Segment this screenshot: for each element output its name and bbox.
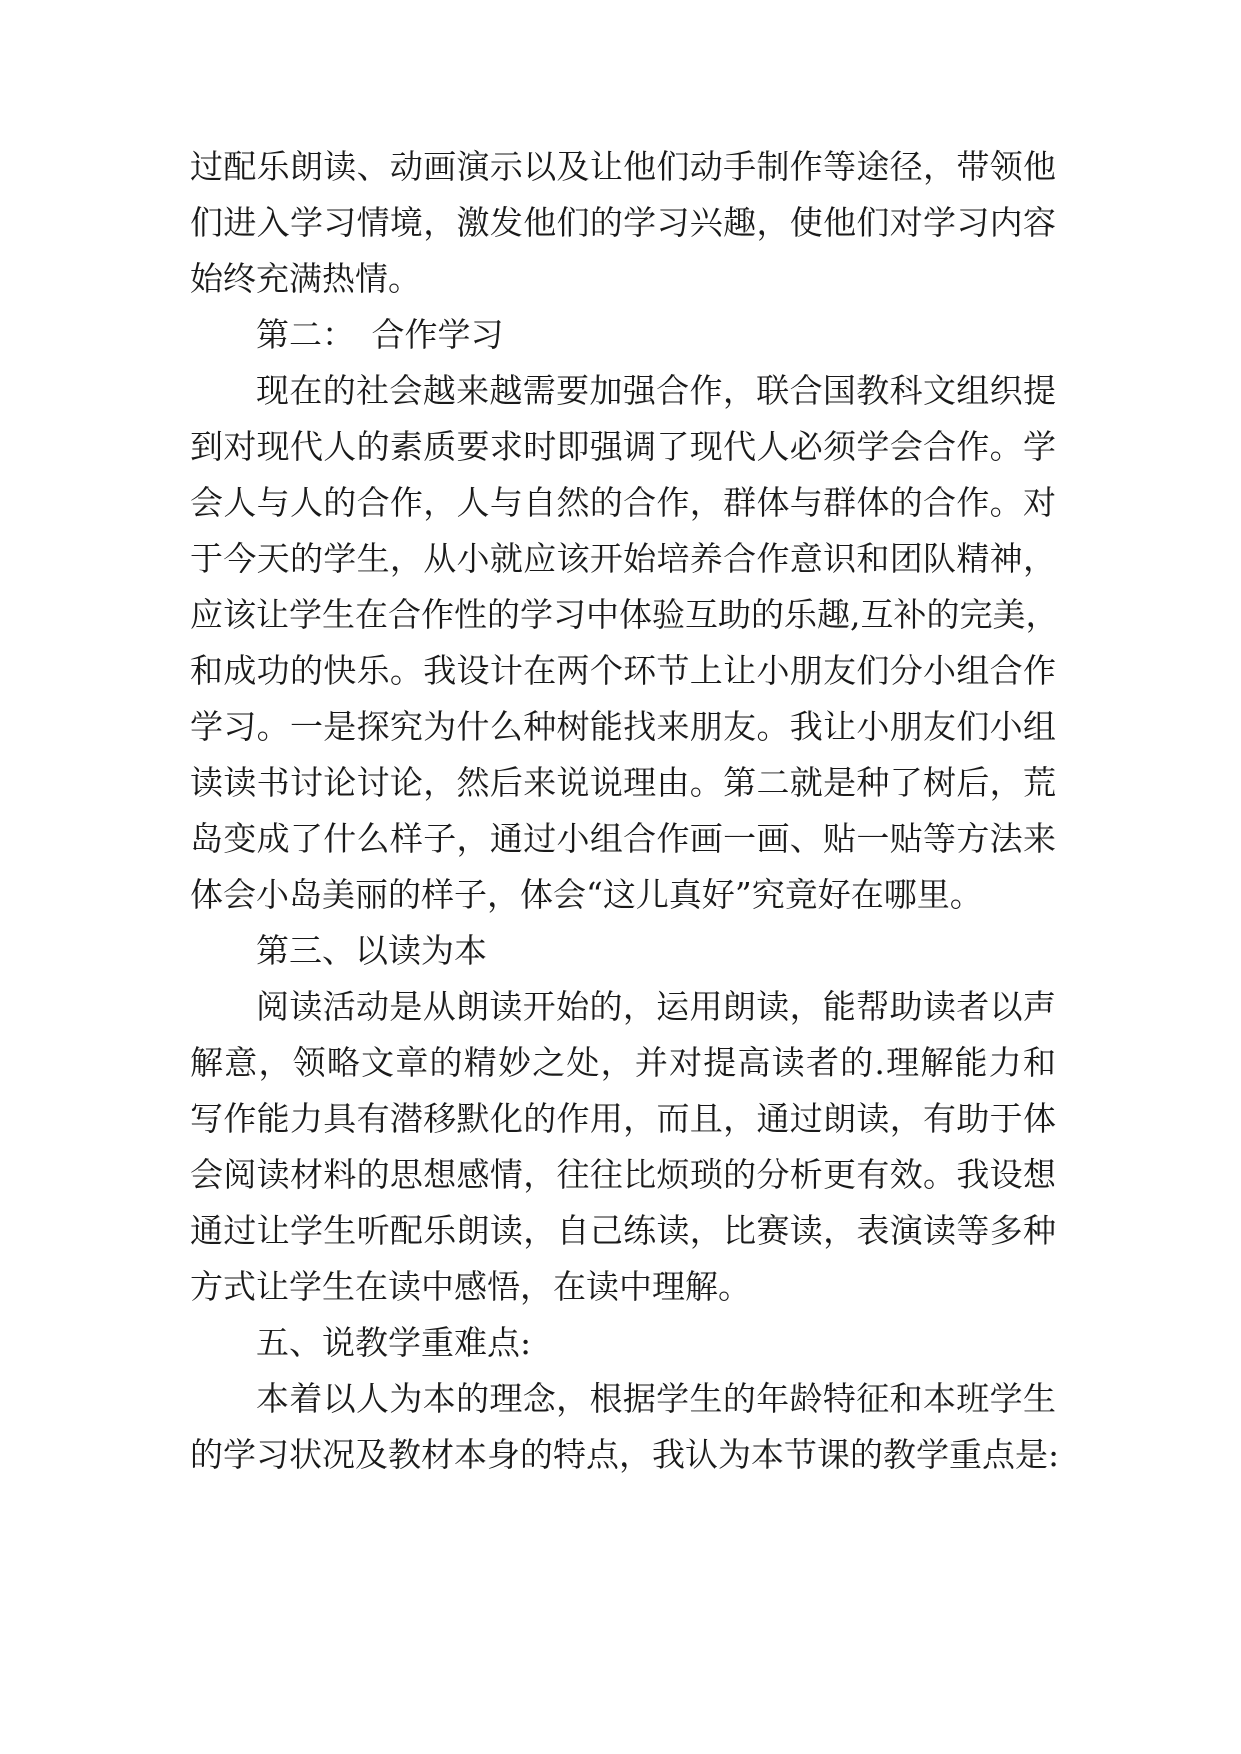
paragraph-first-line: 阅读活动是从朗读开始的，运用朗读，能帮助读者以声 <box>256 987 1056 1026</box>
section-heading-reading-based: 第三、以读为本 <box>256 931 487 970</box>
text-line: 于今天的学生，从小就应该开始培养合作意识和团队精神， <box>190 539 1056 578</box>
text-line: 体会小岛美丽的样子，体会“这儿真好”究竟好在哪里。 <box>190 875 983 914</box>
text-line: 读读书讨论讨论，然后来说说理由。第二就是种了树后，荒 <box>190 763 1056 802</box>
paragraph-first-line: 本着以人为本的理念，根据学生的年龄特征和本班学生 <box>256 1379 1056 1418</box>
text-line: 写作能力具有潜移默化的作用，而且，通过朗读，有助于体 <box>190 1099 1056 1138</box>
text-line: 到对现代人的素质要求时即强调了现代人必须学会合作。学 <box>190 427 1056 466</box>
text-line: 会阅读材料的思想感情，往往比烦琐的分析更有效。我设想 <box>190 1155 1056 1194</box>
text-line: 应该让学生在合作性的学习中体验互助的乐趣,互补的完美， <box>190 595 1059 634</box>
text-line: 方式让学生在读中感悟，在读中理解。 <box>190 1267 751 1306</box>
text-line: 的学习状况及教材本身的特点，我认为本节课的教学重点是: <box>190 1435 1060 1474</box>
paragraph-first-line: 现在的社会越来越需要加强合作，联合国教科文组织提 <box>256 371 1056 410</box>
section-heading-cooperative-learning: 第二： 合作学习 <box>256 315 504 354</box>
text-line: 过配乐朗读、动画演示以及让他们动手制作等途径，带领他 <box>190 147 1056 186</box>
text-line: 解意，领略文章的精妙之处，并对提高读者的.理解能力和 <box>190 1043 1056 1082</box>
text-line: 和成功的快乐。我设计在两个环节上让小朋友们分小组合作 <box>190 651 1056 690</box>
text-line: 会人与人的合作，人与自然的合作，群体与群体的合作。对 <box>190 483 1056 522</box>
text-line: 们进入学习情境，激发他们的学习兴趣，使他们对学习内容 <box>190 203 1056 242</box>
text-line: 学习。一是探究为什么种树能找来朋友。我让小朋友们小组 <box>190 707 1056 746</box>
text-line: 岛变成了什么样子，通过小组合作画一画、贴一贴等方法来 <box>190 819 1056 858</box>
text-line: 始终充满热情。 <box>190 259 421 298</box>
text-line: 通过让学生听配乐朗读，自己练读，比赛读，表演读等多种 <box>190 1211 1056 1250</box>
section-heading-key-points: 五、说教学重难点: <box>256 1323 532 1362</box>
